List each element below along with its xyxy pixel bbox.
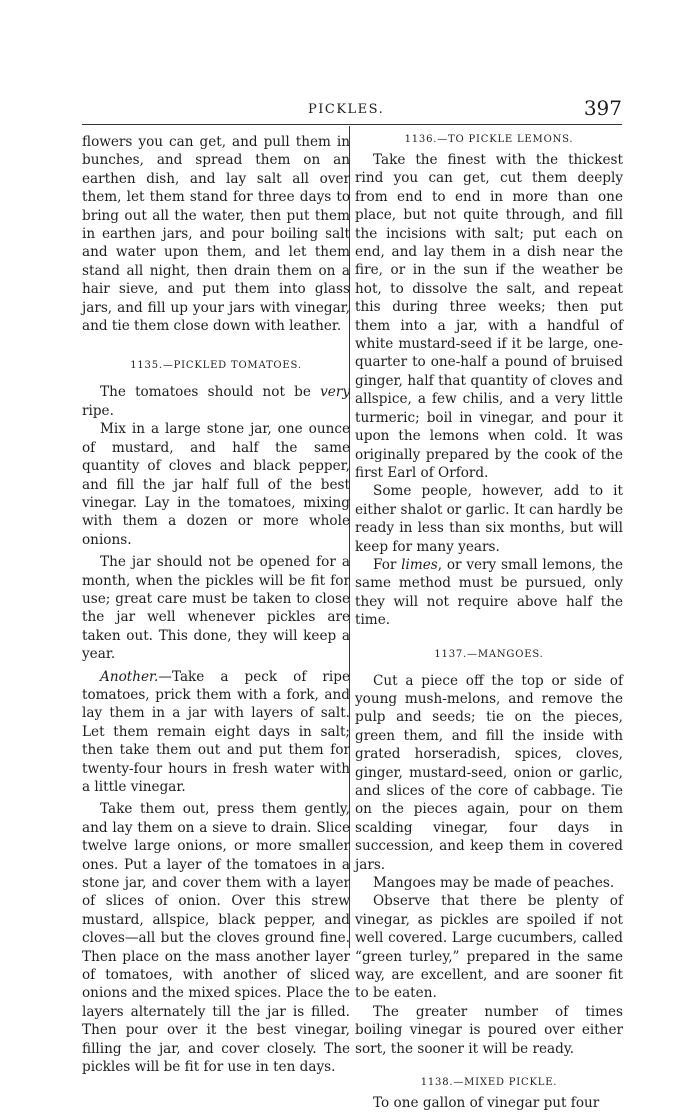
section-heading-1135: 1135.—PICKLED TOMATOES. bbox=[130, 360, 302, 372]
paragraph: Cut a piece off the top or side of young mush-melons, and remove the pulp and seeds; tie on the pieces, green them, and fill the inside with grated horseradish, spices, cloves, ginger, mustard-seed, onion or garlic, and slices of the core of cabbage. Tie on the pieces again, pour on them scalding vinegar, four days in succession, and keep them in covered jars. bbox=[355, 672, 623, 873]
paragraph: The jar should not be opened for a month, when the pickles will be fit for use; great care must be taken to close the jar well whenever pickles are taken out. This done, they will keep a year. bbox=[82, 554, 350, 663]
paragraph: To one gallon of vinegar put four bbox=[373, 1095, 600, 1112]
paragraph: Some people, however, add to it either shalot or garlic. It can hardly be ready in less than six months, but will keep for many years. bbox=[355, 483, 623, 555]
continued-paragraph: flowers you can get, and pull them in bunches, and spread them on an earthen dish, and lay salt all over them, let them stand for three days to bring out all the water, then put them in earthen jars, and pour boiling salt and water upon them, and let them stand all night, then drain them on a hair sieve, and put them into glass jars, and fill up your jars with vinegar, and tie them close down with leather. bbox=[82, 134, 350, 335]
running-head bbox=[82, 96, 622, 126]
page-number: 397 bbox=[583, 96, 622, 120]
header-rule bbox=[82, 124, 622, 125]
left-column bbox=[82, 133, 350, 1077]
right-column bbox=[355, 133, 623, 1113]
section-heading-1138: 1138.—MIXED PICKLE. bbox=[420, 1077, 558, 1089]
section-heading-1137: 1137.—MANGOES. bbox=[434, 648, 544, 660]
section-heading-1136: 1136.—TO PICKLE LEMONS. bbox=[404, 134, 574, 145]
emphasis: Another. bbox=[100, 668, 159, 685]
paragraph: Take them out, press them gently, and lay them on a sieve to drain. Slice twelve large onions, or more smaller ones. Put a layer of the tomatoes in a stone jar, and cover them with a layer of slices of onion. Over this strew mustard, allspice, black pepper, and cloves—all but the cloves ground fine. Then place on the mass another layer of tomatoes, with another of sliced onions and the mixed spices. Place the layers alternately till the jar is filled. Then pour over it the best vinegar, filling the jar, and cover closely. The pickles will be fit for use in ten days. bbox=[82, 801, 350, 1076]
paragraph: Observe that there be plenty of vinegar, as pickles are spoiled if not well covered. Large cucumbers, called “green turley,” prepared in the same way, are excellent, and are sooner fit to be eaten. bbox=[355, 893, 623, 1002]
paragraph: Mix in a large stone jar, one ounce of mustard, and half the same quantity of cloves and black pepper, and fill the jar half full of the best vinegar. Lay in the tomatoes, mixing with them a dozen or more whole onions. bbox=[82, 421, 350, 548]
paragraph: Take the finest with the thickest rind you can get, cut them deeply from end to end in more than one place, but not quite through, and fill the incisions with salt; put each on end, and lay them in a dish near the fire, or in the sun if the weather be hot, to dissolve the salt, and repeat this during three weeks; then put them into a jar, with a handful of white mustard-seed if it be large, one-quarter to one-half a pound of bruised ginger, half that quantity of cloves and allspice, a few chilis, and a very little turmeric; boil in vinegar, and pour it upon the lemons when cold. It was originally prepared by the cook of the first Earl of Orford. bbox=[355, 152, 623, 481]
paragraph: Another.—Take a peck of ripe tomatoes, prick them with a fork, and lay them in a jar with layers of salt. Let them remain eight days in salt; then take them out and put them for twenty-four hours in fresh water with a little vinegar. bbox=[82, 668, 350, 795]
page-title: PICKLES. bbox=[308, 102, 385, 117]
paragraph: The tomatoes should not be very ripe. bbox=[82, 384, 350, 419]
paragraph: Mangoes may be made of peaches. bbox=[373, 875, 615, 892]
emphasis: very bbox=[320, 384, 350, 401]
emphasis: limes bbox=[401, 556, 438, 573]
paragraph: The greater number of times boiling vinegar is poured over either sort, the sooner it will be ready. bbox=[355, 1003, 623, 1057]
paragraph: For limes, or very small lemons, the same method must be pursued, only they will not require above half the time. bbox=[355, 556, 623, 629]
